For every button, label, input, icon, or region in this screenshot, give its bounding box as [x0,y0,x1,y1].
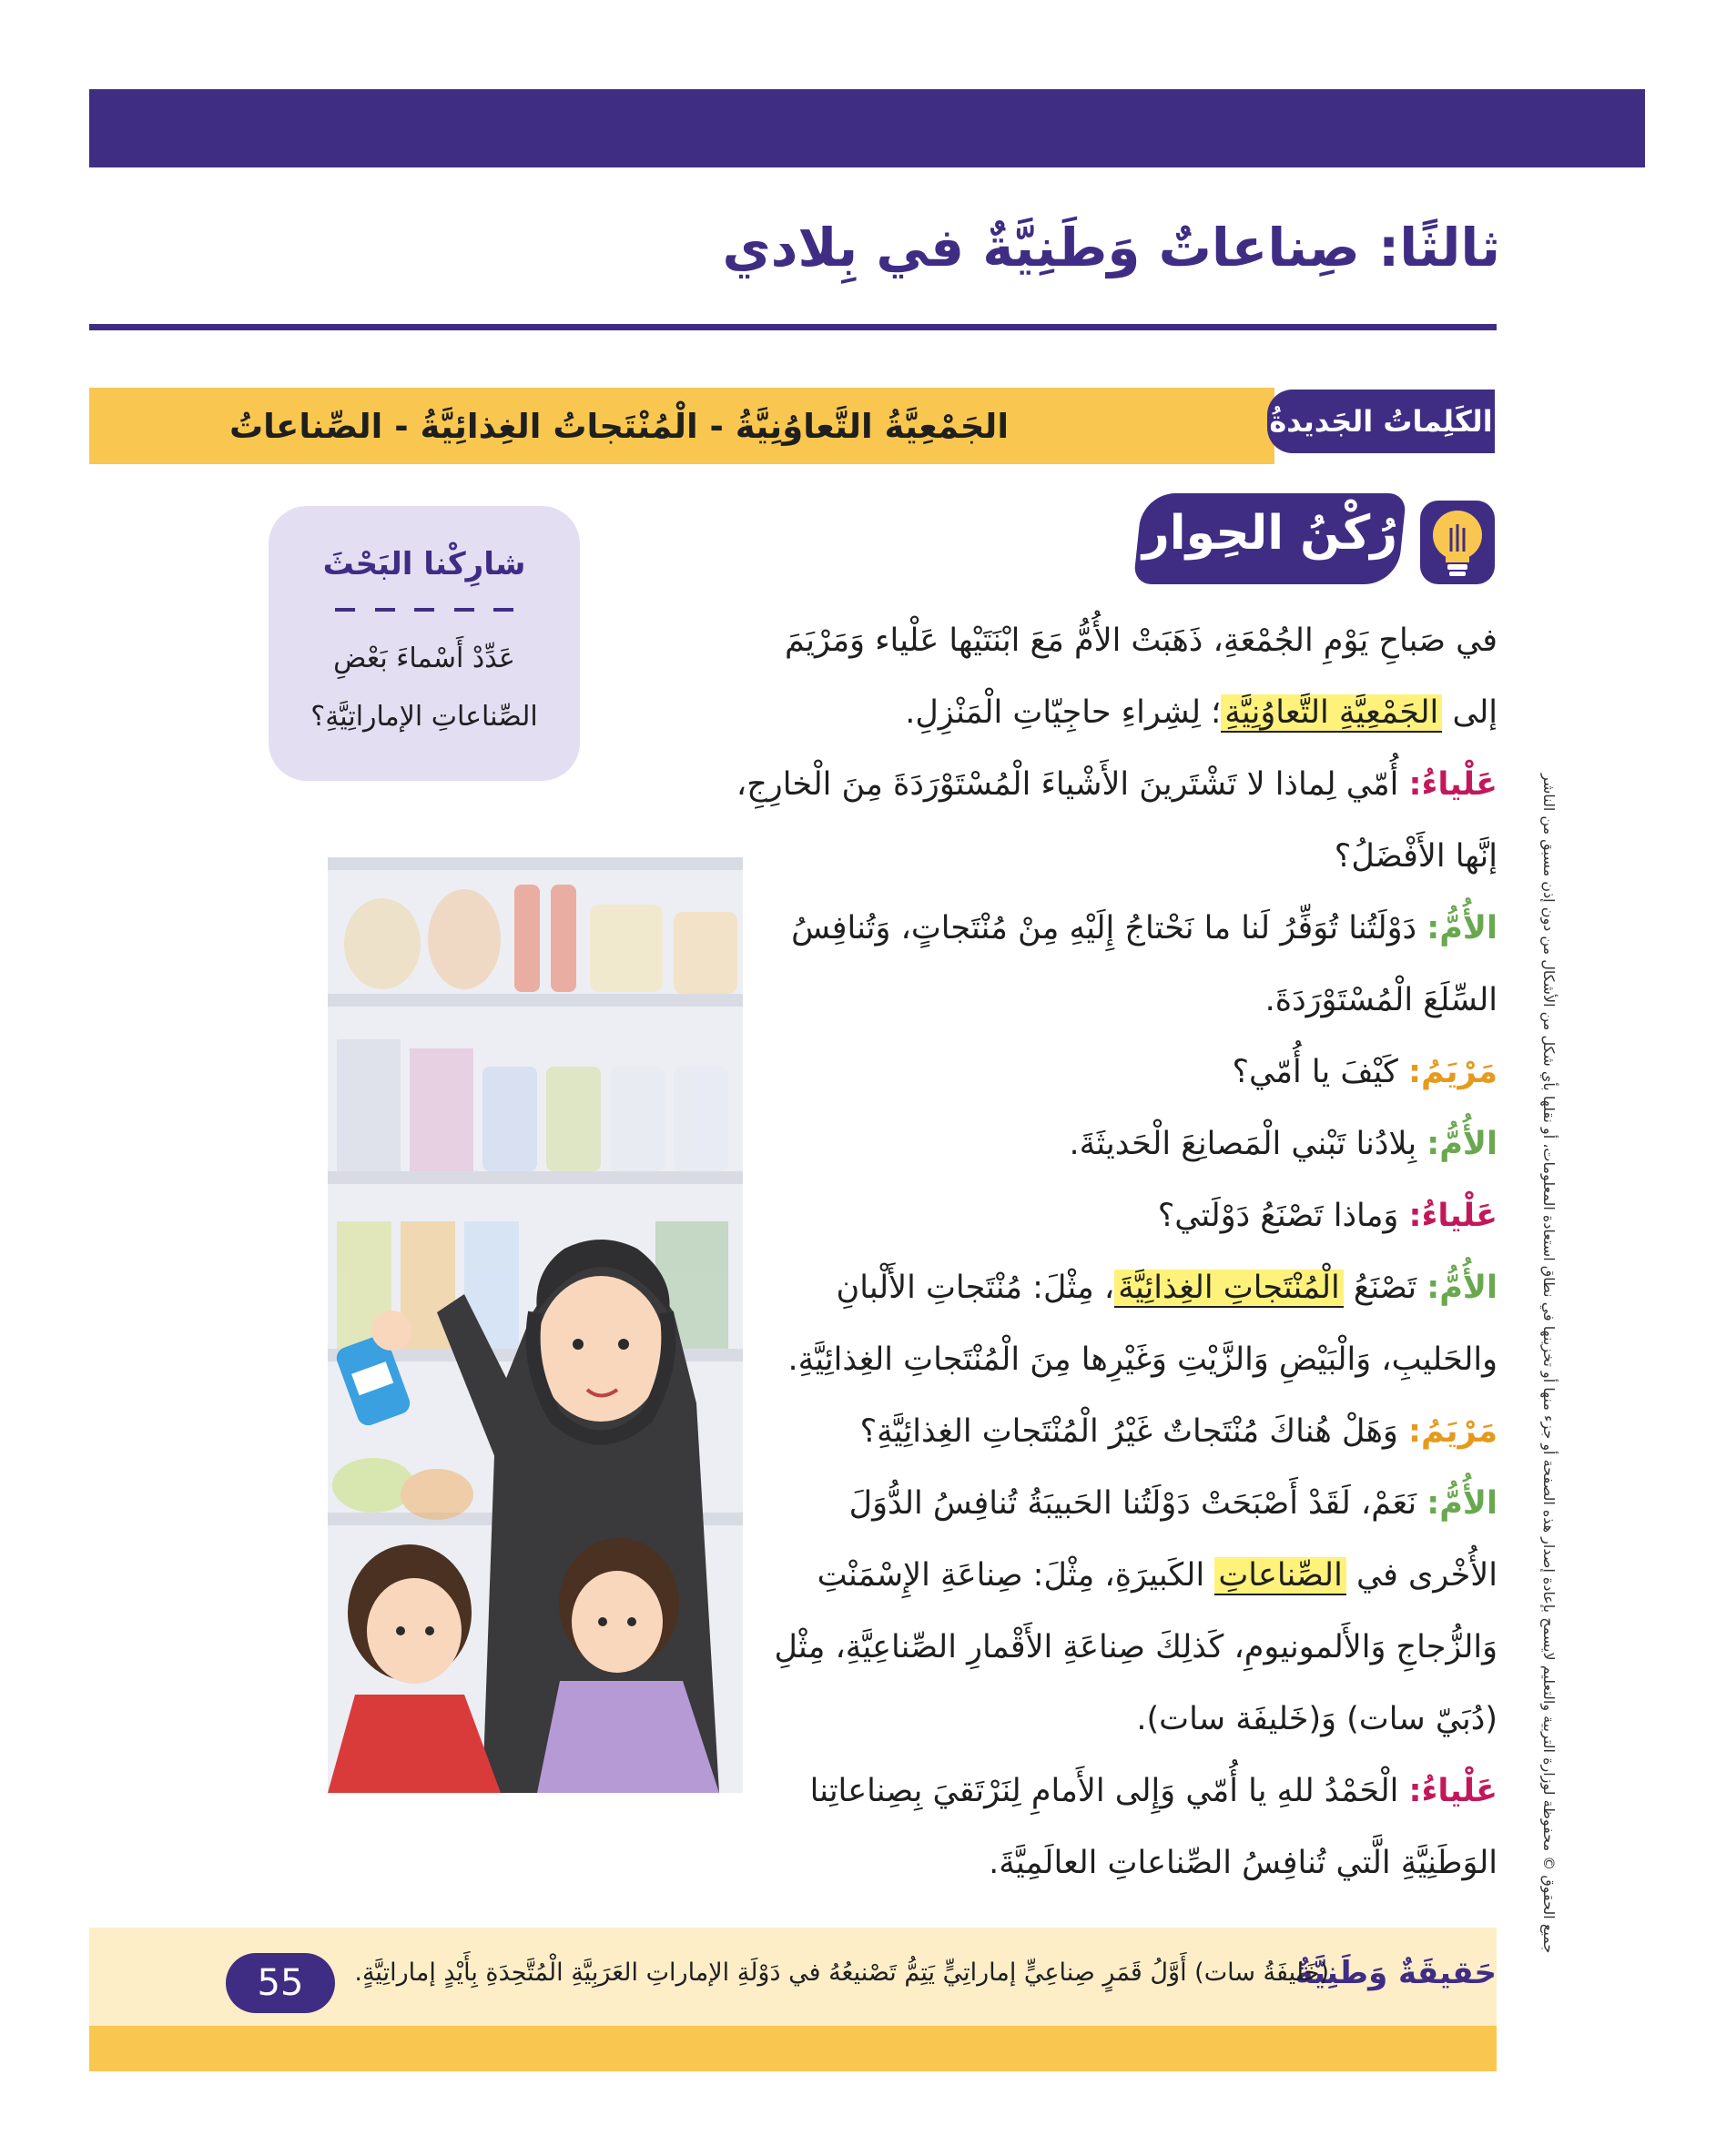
intro-line1: في صَباحِ يَوْمِ الجُمْعَةِ، ذَهَبَتْ الأُمُّ مَعَ ابْنَتَيْها عَلْياء وَمَرْيَمَ [784,623,1498,659]
mom-line4-cont2: وَالزُّجاجِ وَالأَلمونيومِ، كَذلِكَ صِناعَةِ الأَقْمارِ الصِّناعِيَّةِ، مِثْلِ [774,1629,1498,1665]
speaker-mom: الأُمُّ: [1426,1270,1498,1306]
maryam-line1: مَرْيَمُ: كَيْفَ يا أُمّي؟ [1232,1054,1498,1090]
alya-line3: عَلْياءُ: الْحَمْدُ للهِ يا أُمّي وَإِلى الأَمامِ لِنَرْتَقيَ بِصِناعاتِنا [809,1773,1498,1809]
research-dashes [335,608,513,612]
intro-line2: إلى الجَمْعِيَّةِ التَّعاوُنِيَّةِ؛ لِشِراءِ حاجِيّاتِ الْمَنْزِلِ. [905,694,1498,731]
mom-line4-cont1: الأُخْرى في الصِّناعاتِ الكَبيرَةِ، مِثْلَ: صِناعَةِ الإِسْمَنْتِ [817,1557,1498,1594]
alya-line1: عَلْياءُ: أُمّي لِماذا لا تَشْتَرينَ الأَشْياءَ الْمُسْتَوْرَدَةَ مِنَ الْخارِجِ، [736,766,1498,803]
fact-title: حَقيقَةٌ وَطَنِيَّةٌ [1294,1955,1497,1991]
alya-line3-cont: الوَطَنِيَّةِ الَّتي تُنافِسُ الصِّناعاتِ العالَمِيَّةَ. [989,1845,1498,1881]
mom-line3: الأُمُّ: تَصْنَعُ الْمُنْتَجاتِ الغِذائِيَّةَ، مِثْلَ: مُنْتَجاتِ الأَلْبانِ [836,1270,1498,1306]
vocab-tag: الكَلِماتُ الجَديدةُ [1267,390,1495,453]
copyright-note [1518,774,1558,1954]
store-illustration [328,857,743,1793]
dialogue-corner-title: رُكْنُ الحِوار [1142,506,1398,561]
highlight-cooperative: الجَمْعِيَّةِ التَّعاوُنِيَّةِ [1221,694,1442,733]
speaker-maryam: مَرْيَمُ: [1407,1413,1498,1450]
copyright-text: جميع الحقوق © محفوظة لوزارة التربية والتعليم لايسمح بإعادة إصدار هذه الصفحة أو جزء منها أو تخزينها في نطاق استعادة المعلومات، أو نقلها بأي شكل من الأشكال من دون إذن مسبق من الناشر [1540,774,1558,1954]
research-title: شارِكْنا البَحْثَ [322,546,526,582]
speaker-mom: الأُمُّ: [1426,1126,1498,1162]
bottom-banner [89,2026,1497,2071]
mom-line4-cont3: (دُبَيّ سات) وَ(خَليفَة سات). [1136,1701,1498,1737]
speaker-maryam: مَرْيَمُ: [1407,1054,1498,1090]
alya-line2: عَلْياءُ: وَماذا تَصْنَعُ دَوْلَتي؟ [1157,1198,1498,1234]
research-question-line1: عَدِّدْ أَسْماءَ بَعْضِ [333,643,515,674]
research-question-line2: الصِّناعاتِ الإماراتِيَّةِ؟ [310,701,538,733]
vocab-words: الجَمْعِيَّةُ التَّعاوُنِيَّةُ - الْمُنْتَجاتُ الغِذائِيَّةُ - الصِّناعاتُ [228,406,1010,446]
mom-line2: الأُمُّ: بِلادُنا تَبْني الْمَصانِعَ الْحَديثَةَ. [1069,1126,1498,1162]
highlight-industries: الصِّناعاتِ [1214,1557,1345,1595]
maryam-line2: مَرْيَمُ: وَهَلْ هُناكَ مُنْتَجاتٌ غَيْرُ الْمُنْتَجاتِ الغِذائِيَّةِ؟ [859,1413,1498,1450]
speaker-alya: عَلْياءُ: [1408,1773,1498,1809]
mom-line4: الأُمُّ: نَعَمْ، لَقَدْ أَصْبَحَتْ دَوْلَتُنا الحَبيبَةُ تُنافِسُ الدُّوَلَ [848,1485,1498,1522]
mom-line3-cont: والحَليبِ، وَالْبَيْضِ وَالزَّيْتِ وَغَيْرِها مِنَ الْمُنْتَجاتِ الغِذائِيَّةِ. [787,1341,1498,1378]
fact-text: (خَليفَةُ سات) أَوَّلُ قَمَرٍ صِناعِيٍّ إماراتِيٍّ يَتِمُّ تَصْنيعُهُ في دَوْلَةِ الإماراتِ العَرَبِيَّةِ الْمُتَّحِدَةِ بِأَيْدٍ إماراتِيَّةٍ. [354,1959,1329,1987]
speaker-alya: عَلْياءُ: [1408,766,1498,803]
alya-line1-cont: إنَّها الأَفْضَلُ؟ [1334,838,1498,875]
page-number: 55 [226,1953,335,2013]
lightbulb-icon [1416,499,1498,586]
highlight-food-products: الْمُنْتَجاتِ الغِذائِيَّةَ [1114,1270,1344,1308]
mom-line1: الأُمُّ: دَوْلَتُنا تُوَفِّرُ لَنا ما نَحْتاجُ إِلَيْهِ مِنْ مُنْتَجاتٍ، وَتُنافِسُ [791,910,1498,946]
page-title: ثالثًا: صِناعاتٌ وَطَنِيَّةٌ في بِلادي [722,217,1500,278]
top-banner [89,89,1645,167]
dialogue-text [736,605,1498,1899]
speaker-mom: الأُمُّ: [1426,910,1498,946]
speaker-mom: الأُمُّ: [1426,1485,1498,1522]
title-divider [89,324,1497,330]
speaker-alya: عَلْياءُ: [1408,1198,1498,1234]
mom-line1-cont: السِّلَعَ الْمُسْتَوْرَدَةَ. [1264,982,1498,1018]
